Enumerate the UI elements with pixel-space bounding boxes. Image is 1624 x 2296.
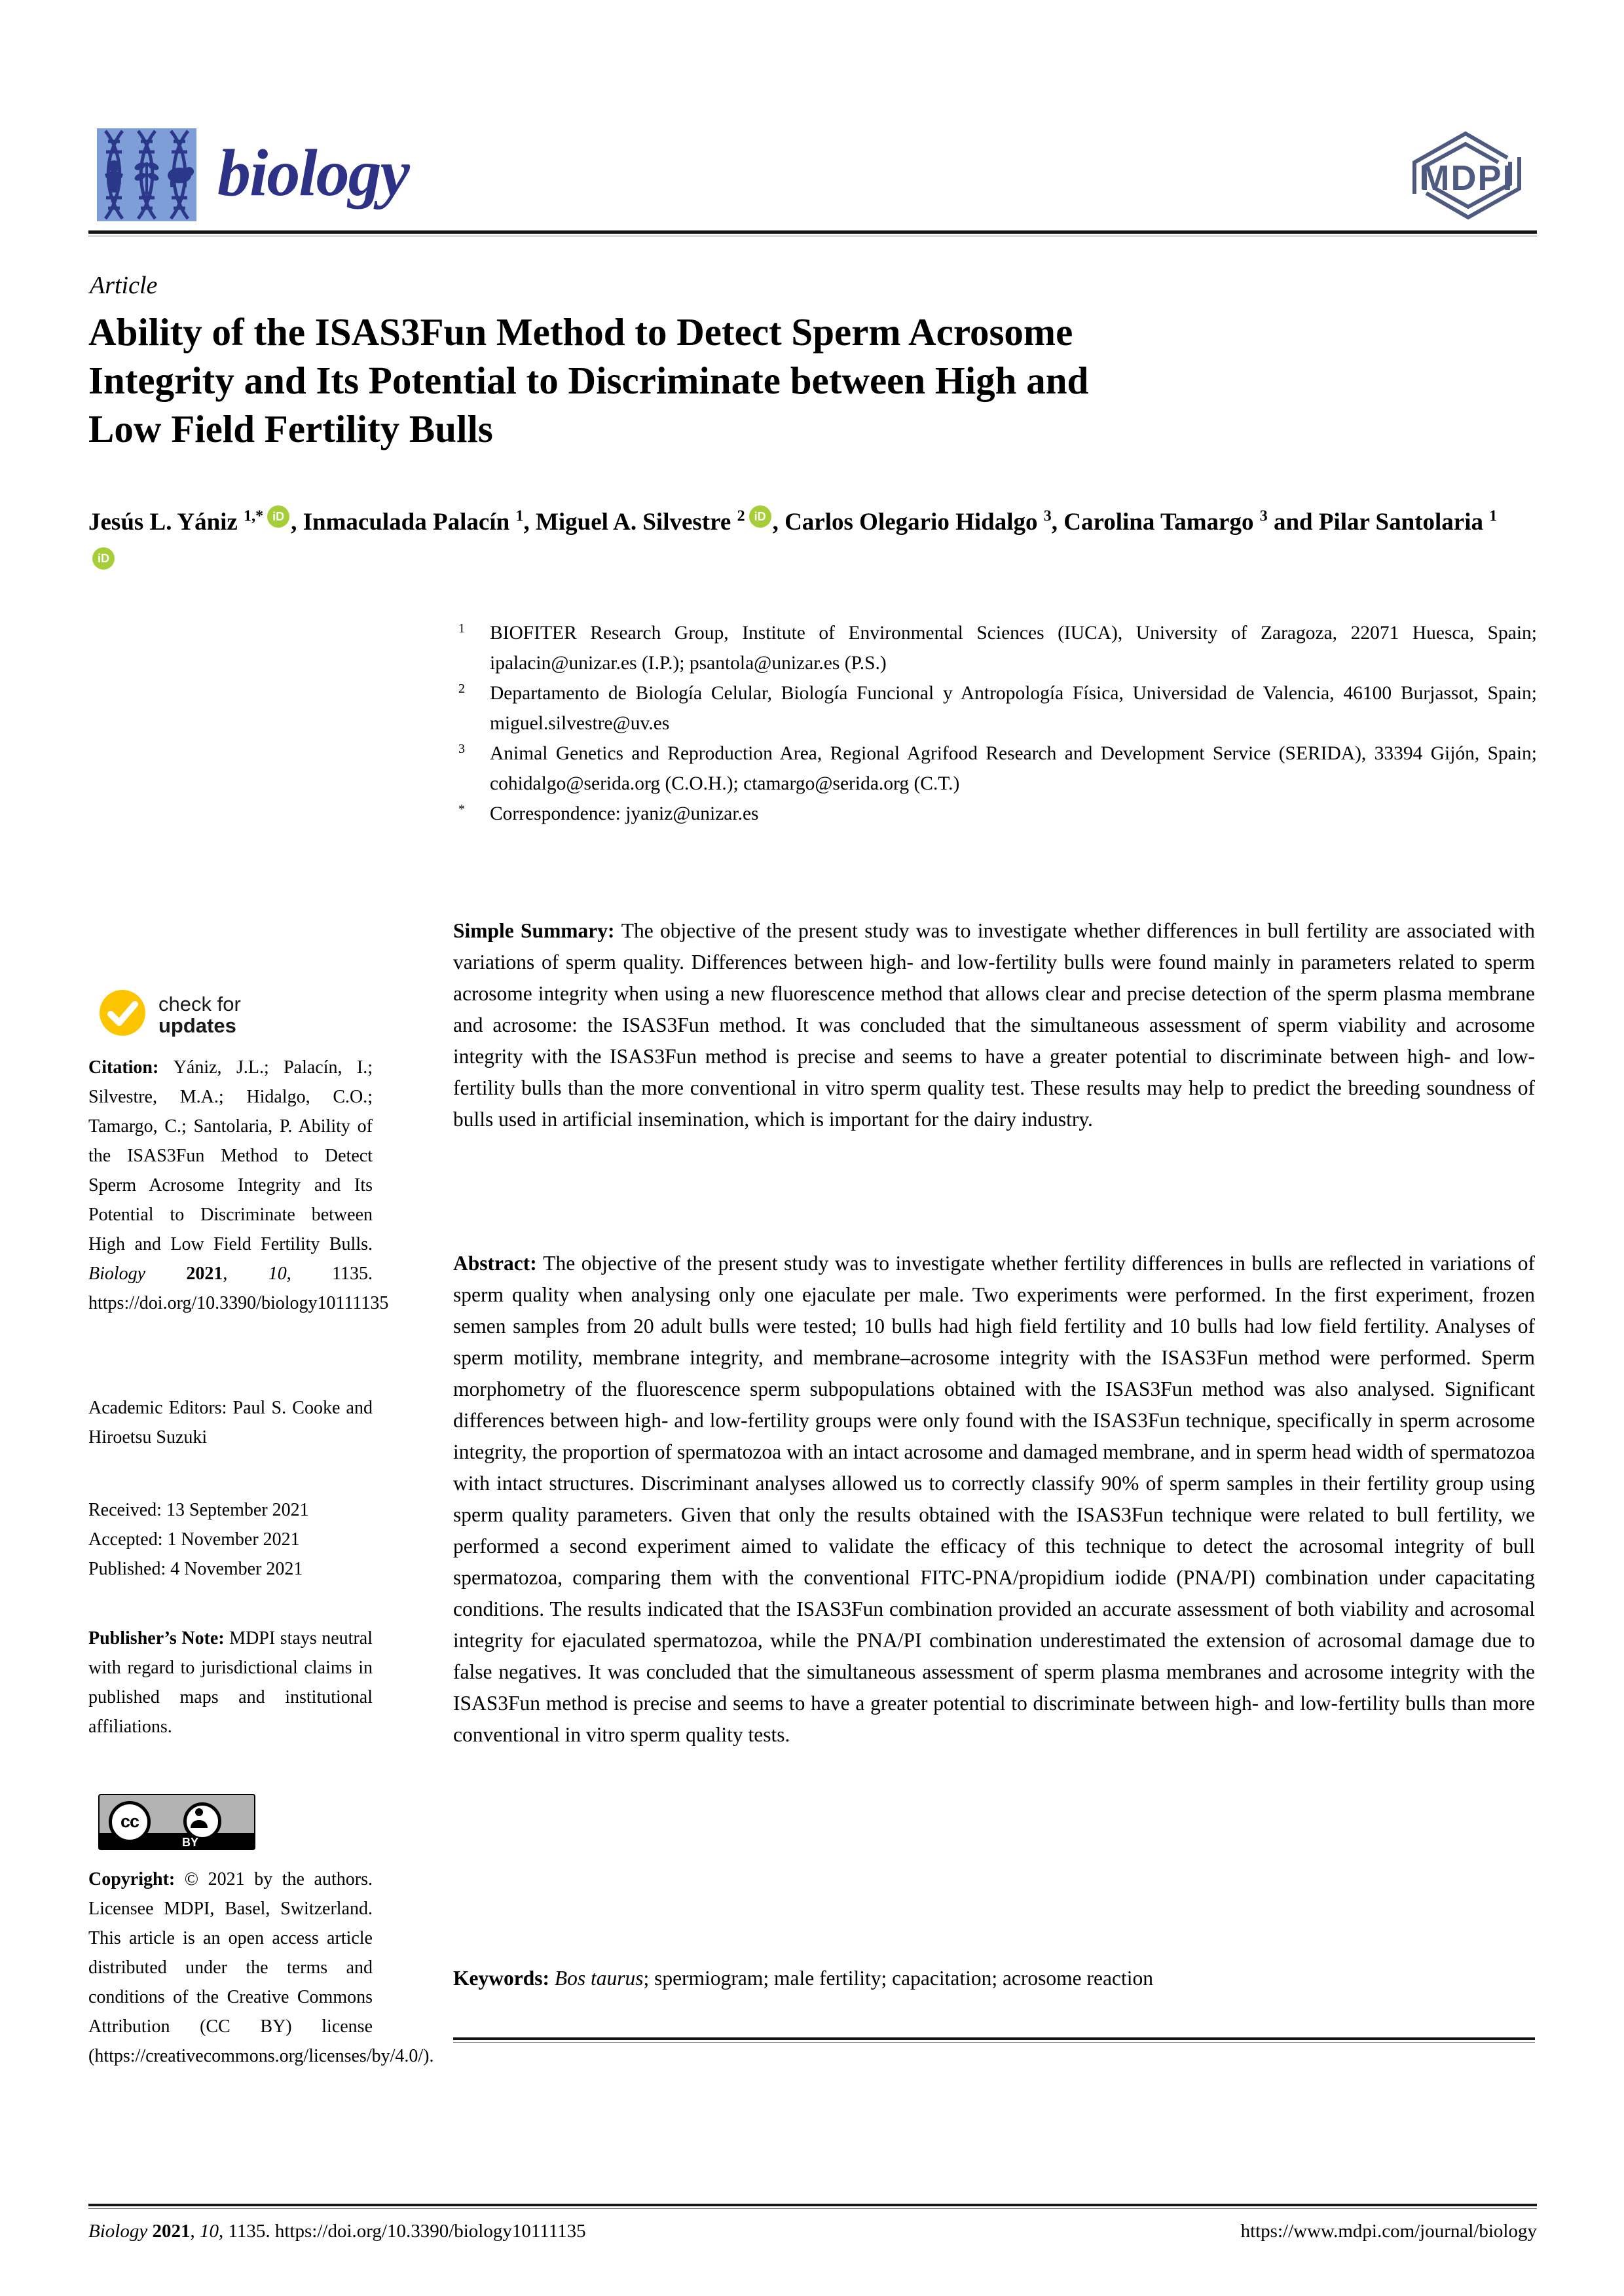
journal-wordmark: biology <box>217 136 409 210</box>
affiliation-list <box>453 618 1537 829</box>
affiliation-item: 1 BIOFITER Research Group, Institute of Environmental Sciences (IUCA), University of Zaragoza, 22071 Huesca, Spain; ipalacin@unizar.es (I.P.); psantola@unizar.es (P.S.) <box>458 621 1537 674</box>
history-dates <box>88 1495 373 1584</box>
author-list: Jesús L. Yániz $^{1,*}$ iD , Inmaculada Palacín $^1$, Miguel A. Silvestre $^2$ iD , Carlos Olegario Hidalgo $^3$, Carolina Tamargo $^3$ and Pilar Santolaria $^1$iD <box>88 501 1509 585</box>
footer-citation: Biology 2021, 10, 1135. https://doi.org/10.3390/biology10111135 <box>88 2221 586 2242</box>
footer-journal-url[interactable]: https://www.mdpi.com/journal/biology <box>1240 2221 1537 2242</box>
footer <box>88 2221 1537 2242</box>
keywords: Keywords: Bos taurus; spermiogram; male fertility; capacitation; acrosome reaction <box>453 1967 1153 1990</box>
page-title: Ability of the ISAS3Fun Method to Detect Sperm Acrosome Integrity and Its Potential to Discriminate between High and Low Field Fertility Bulls <box>88 310 1089 450</box>
affiliation-item: 2 Departamento de Biología Celular, Biología Funcional y Antropología Física, Universidad de Valencia, 46100 Burjassot, Spain; miguel.silvestre@uv.es <box>458 682 1537 734</box>
orcid-icon[interactable]: iD <box>267 505 289 528</box>
published-date: Published: 4 November 2021 <box>88 1559 303 1579</box>
header-divider <box>88 230 1537 236</box>
biology-journal-logo-icon <box>97 128 196 221</box>
footer-divider <box>88 2204 1537 2209</box>
mdpi-logo[interactable] <box>1407 130 1527 221</box>
check-badge-line1: check for <box>158 992 241 1015</box>
academic-editors: Academic Editors: Paul S. Cooke and Hiroetsu Suzuki <box>88 1398 373 1448</box>
keywords-divider <box>453 2037 1535 2043</box>
abstract: Abstract: The objective of the present study was to investigate whether fertility differences in bulls are reflected in variations of sperm quality when analysing only one ejaculate per male. Two experiments were performed. In the first experiment, frozen semen samples from 20 adult bulls were tested; 10 bulls had high field fertility and 10 bulls had low field fertility. Analyses of sperm motility, membrane integrity, and membrane–acrosome integrity with the ISAS3Fun method were performed. Sperm morphometry of the fluorescence sperm subpopulations obtained with the ISAS3Fun method was also analysed. Significant differences between high- and low-fertility groups were only found with the ISAS3Fun technique, specifically in sperm acrosome integrity, the proportion of spermatozoa with an intact acrosome and damaged membrane, and in sperm head width of spermatozoa with intact structures. Discriminant analyses allowed us to correctly classify 90% of sperm samples in their fertility group using sperm quality parameters. Given that only the results obtained with the ISAS3Fun technique were related to bull fertility, we performed a second experiment aimed to validate the efficacy of this technique to detect the acrosomal integrity of bull spermatozoa, comparing them with the conventional FITC-PNA/propidium iodide (PNA/PI) combination under capacitating conditions. The results indicated that the ISAS3Fun combination provided an accurate assessment of both viability and acrosomal integrity for ejaculated spermatozoa, while the PNA/PI combination underestimated the extension of acrosomal damage due to false negatives. It was concluded that the simultaneous assessment of sperm plasma membranes and acrosome integrity with the ISAS3Fun method is precise and seems to have a greater potential to discriminate between high- and low-fertility bulls than more conventional in vitro sperm quality tests. <box>453 1252 1535 1746</box>
citation-block: Citation: Yániz, J.L.; Palacín, I.; Silvestre, M.A.; Hidalgo, C.O.; Tamargo, C.; Santolaria, P. Ability of the ISAS3Fun Method to Detect Sperm Acrosome Integrity and Its Potential to Discriminate between High and Low Field Fertility Bulls. Biology 2021, 10, 1135. https://doi.org/10.3390/biology10111135 <box>88 1057 389 1313</box>
cc-icon: cc <box>109 1801 151 1843</box>
affiliation-item: * Correspondence: jyaniz@unizar.es <box>458 802 759 824</box>
person-icon <box>183 1802 221 1840</box>
article-type-label: Article <box>90 272 158 299</box>
accepted-date: Accepted: 1 November 2021 <box>88 1529 300 1550</box>
cc-by-label: BY <box>182 1836 199 1849</box>
orcid-icon[interactable]: iD <box>749 505 771 528</box>
publisher-note: Publisher’s Note: MDPI stays neutral with regard to jurisdictional claims in published maps and institutional affiliations. <box>88 1628 373 1737</box>
check-icon <box>98 989 147 1040</box>
check-badge-line2: updates <box>158 1013 236 1037</box>
check-for-updates-badge[interactable] <box>98 989 241 1040</box>
received-date: Received: 13 September 2021 <box>88 1500 309 1520</box>
simple-summary: Simple Summary: The objective of the present study was to investigate whether differences in bull fertility are associated with variations of sperm quality. Differences between high- and low-fertility bulls were found mainly in parameters related to sperm acrosome integrity when using a new fluorescence method that allows clear and precise detection of the sperm plasma membrane and acrosome: the ISAS3Fun method. It was concluded that the simultaneous assessment of sperm viability and acrosome integrity with the ISAS3Fun method is precise and seems to have a greater potential to discriminate between high- and low-fertility bulls than the more conventional in vitro sperm quality test. These results may help to predict the breeding soundness of bulls used in artificial insemination, which is important for the dairy industry. <box>453 919 1535 1131</box>
orcid-icon[interactable]: iD <box>92 547 115 570</box>
mdpi-logo-text: MDPI <box>1420 158 1514 198</box>
affiliation-item: 3 Animal Genetics and Reproduction Area, Regional Agrifood Research and Development Service (SERIDA), 33394 Gijón, Spain; cohidalgo@serida.org (C.O.H.); ctamargo@serida.org (C.T.) <box>458 742 1537 794</box>
copyright-block: Copyright: © 2021 by the authors. Licensee MDPI, Basel, Switzerland. This article is an open access article distributed under the terms and conditions of the Creative Commons Attribution (CC BY) license (https://creativecommons.org/licenses/by/4.0/). <box>88 1869 434 2066</box>
cc-by-license-badge[interactable] <box>98 1794 255 1850</box>
